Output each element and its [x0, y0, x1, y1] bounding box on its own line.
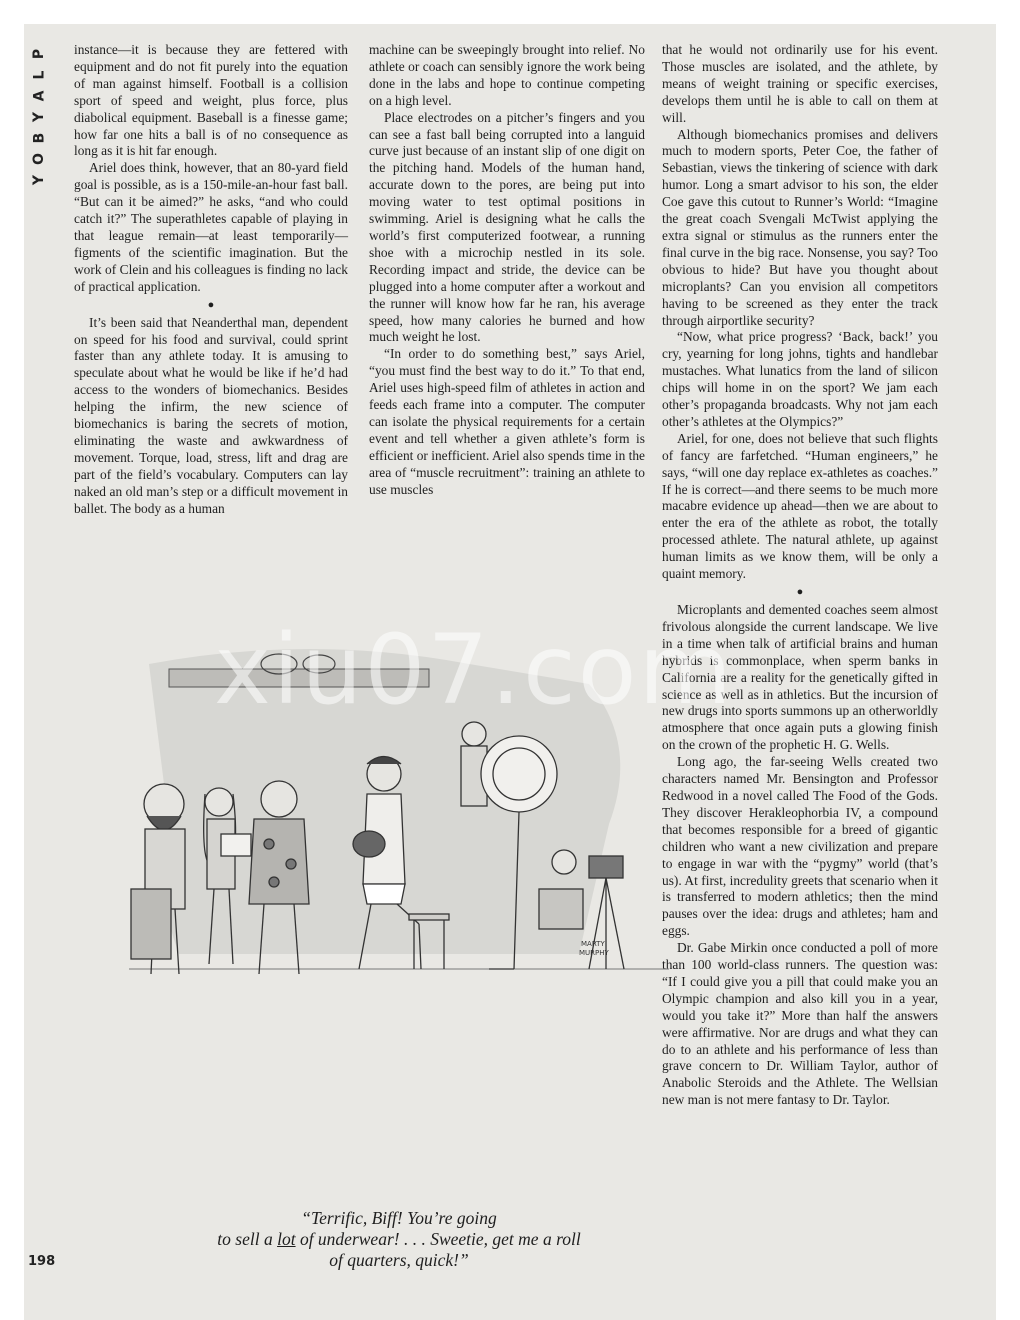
shelf	[169, 669, 429, 687]
masthead-letter: Y	[30, 111, 47, 123]
paragraph: Microplants and demented coaches seem almost frivolous alongside the current landscape. We live in a time when talk of artificial brains and human hybrids is commonplace, when sperm banks in California are a reality for the genetically gifted in science as well as in athletics. But the incursion of new drugs into sports summons up an otherworldly atmosphere that once again puts a glowing finish on the crown of the prophetic H. G. Wells.	[662, 602, 938, 753]
caption-line-2c: of underwear! . . . Sweetie, get me a roll	[295, 1229, 581, 1249]
caption-line-2a: to sell a	[217, 1229, 278, 1249]
text-column-2	[369, 42, 645, 498]
paragraph: Ariel, for one, does not believe that such flights of fancy are farfetched. “Human engineers,” he says, “will one day replace ex-athletes as coaches.” If he is correct—and there seems to be much more macabre evidence up ahead—then we are about to enter the era of the athlete as robot, the totally processed athlete. The natural athlete, up against human limits as we know them, will be only a quaint memory.	[662, 430, 938, 582]
masthead-letter: B	[30, 132, 47, 144]
masthead-letter: A	[31, 90, 47, 102]
cartoon-caption	[129, 1208, 669, 1271]
caption-line-1: “Terrific, Biff! You’re going	[301, 1208, 497, 1228]
paragraph: “In order to do something best,” says Ariel, “you must find the best way to do it.” To that end, Ariel uses high-speed film of athletes in action and feeds each frame into a computer. The computer can isolate the physical requirements for a certain event and tell whether a given athlete’s form is efficient or inefficient. Ariel also spends time in the area of “muscle recruitment”: training an athlete to use muscles	[369, 346, 645, 497]
paragraph: Place electrodes on a pitcher’s fingers and you can see a fast ball being corrupted into a languid curve just because of an instant slip of one digit on the pitching hand. Models of the human hand, accurate down to the pores, are being put into moving water to test optimal positions in swimming. Ariel is designing what he calls the world’s first computerized footwear, a running shoe with a microchip nestled in its sole. Recording impact and stride, the device can be plugged into a home computer after a workout and the runner will know how far he ran, his average speed, how many calories he burned and how much weight he lost.	[369, 109, 645, 345]
caption-line-3: of quarters, quick!”	[329, 1250, 469, 1270]
paragraph: Long ago, the far-seeing Wells created two characters named Mr. Bensington and Professor Redwood in a novel called The Food of the Gods. They discover Herakleophorbia IV, a compound that becomes responsible for a breed of gigantic children who want a new civilization and prepare to engage in war with the “pygmy” world (that’s us). At first, incredulity greets that scenario when it is transferred to modern athletics; then the mind pauses over the idea: drugs and athletes; ham and eggs.	[662, 754, 938, 939]
masthead-letter: L	[30, 70, 47, 80]
bearded-man-figure	[131, 784, 185, 974]
artist-signature-line2: MURPHY	[579, 949, 609, 957]
artist-signature-line1: MARTY	[581, 940, 605, 948]
masthead-letter: O	[31, 153, 47, 165]
masthead-letter: P	[30, 48, 47, 60]
paragraph: Although biomechanics promises and delivers much to modern sports, Peter Coe, the father of Sebastian, views the tinkering of science with dark humor. Long a smart advisor to his son, the elder Coe gave this cutout to Runner’s World: “Imagine the great coach Svengali McTwist applying the extra signal or stimulus as the runners enter the final curve in the big race. Nonsense, you say? Too obvious to hide? But have you thought about microplants? Can you envision all competitors having to be screened as they enter the track through airportlike security?	[662, 126, 938, 328]
watermark-text: xiu07.com	[214, 614, 735, 726]
cartoon-illustration	[109, 624, 669, 1004]
text-column-1	[74, 42, 348, 517]
paragraph: It’s been said that Neanderthal man, dependent on speed for his food and survival, could sprint faster than any athlete today. It is amusing to speculate about what he would be like if he’d had access to the wonders of biomechanics. Besides helping the infirm, the new science of biomechanics is baring the secrets of motion, eliminating the waste and awkwardness of movement. Torque, load, stress, lift and drag are part of the field’s vocabulary. Computers can lay naked an old man’s step or a difficult movement in ballet. The body as a human	[74, 314, 348, 516]
text-column-3	[662, 42, 938, 1109]
section-separator: ●	[796, 586, 804, 598]
paragraph: Dr. Gabe Mirkin once conducted a poll of more than 100 world-class runners. The question was: “If I could give you a pill that could make you an Olympic champion and also kill you in a year, would you take it?” More than half the answers were affirmative. Nor are drugs and what they can do to an athlete and his performance of less than grave concern to Dr. William Taylor, author of Anabolic Steroids and the Athlete. The Wellsian new man is not mere fantasy to Dr. Taylor.	[662, 940, 938, 1108]
paragraph: machine can be sweepingly brought into relief. No athlete or coach can sensibly ignore the work being done in the labs and hope to continue competing on a high level.	[369, 42, 645, 108]
section-separator: ●	[207, 298, 215, 311]
caption-line-2-underlined: lot	[277, 1229, 296, 1249]
paragraph: “Now, what price progress? ‘Back, back!’ you cry, yearning for long johns, tights and handlebar mustaches. What lunatics from the land of silicon chips will home in on the sport? We jam each other’s propaganda broadcasts. Why not jam each other’s athletes at the Olympics?”	[662, 329, 938, 429]
magazine-page	[24, 24, 996, 1320]
page-number: 198	[28, 1254, 56, 1269]
paragraph: Ariel does think, however, that an 80-yard field goal is possible, as is a 150-mile-an-hour fast ball. “But can it be aimed?” he asks, “and who could catch it?” The superathletes capable of playing in that league remain—at least temporarily—figments of the scientific imagination. But the work of Clein and his colleagues is finding no lack of practical application.	[74, 160, 348, 294]
masthead-letter: Y	[30, 174, 47, 186]
masthead-playboy	[27, 46, 51, 188]
paragraph: instance—it is because they are fettered with equipment and do not fit purely into the equation of man against himself. Football is a collision sport of speed and weight, plus force, plus diabolical equipment. Baseball is a finesse game; how far one hits a ball is of no consequence as long as it is hit far enough.	[74, 42, 348, 159]
paragraph: that he would not ordinarily use for his event. Those muscles are isolated, and the athlete, by means of weight training or specific exercises, develops them until he is able to call on them at will.	[662, 42, 938, 125]
